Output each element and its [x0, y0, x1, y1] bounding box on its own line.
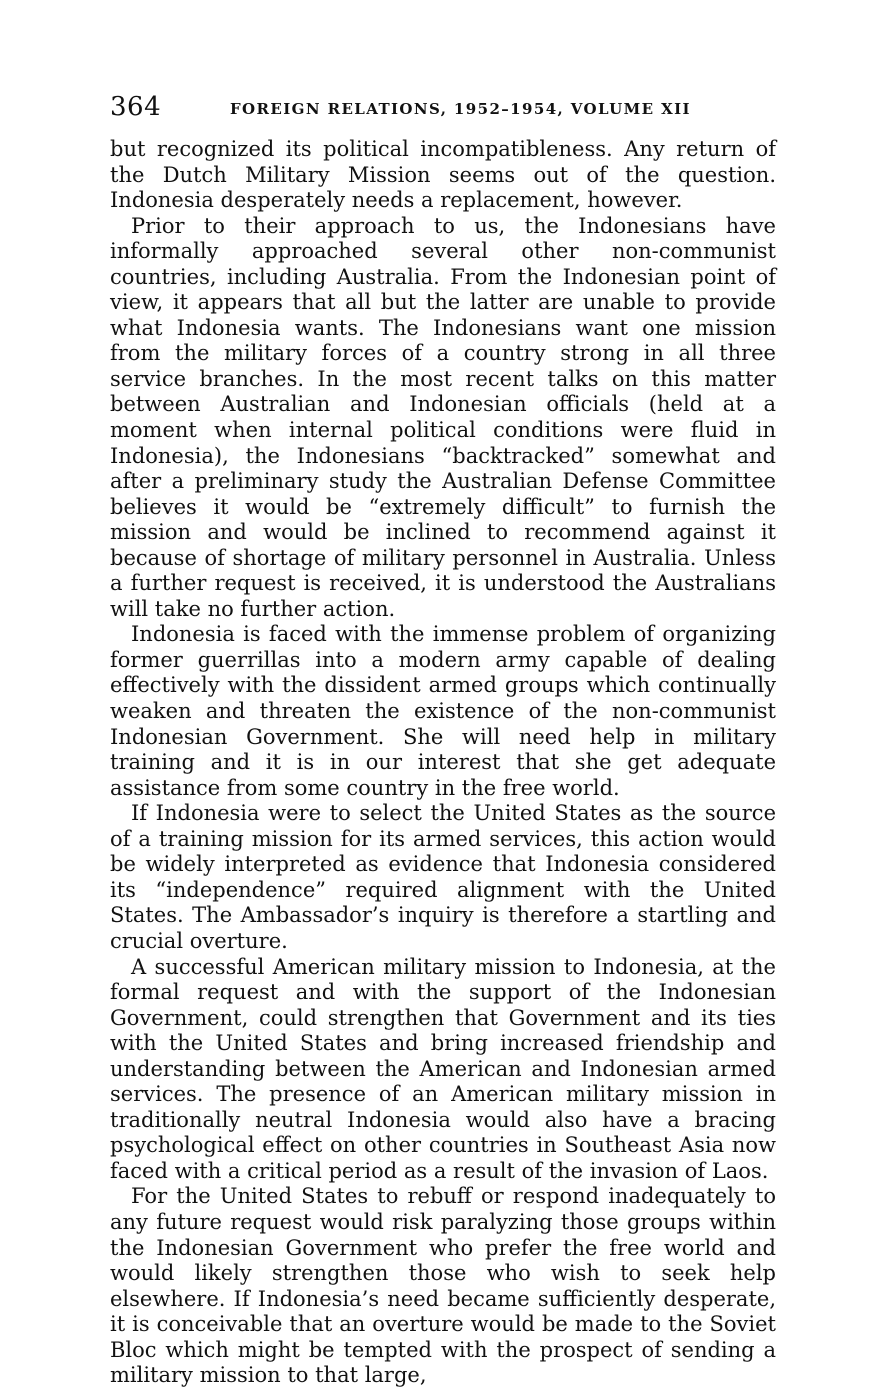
paragraph-continued: but recognized its political incompatibleness. Any return of the Dutch Military Mission seems out of the question. Indonesia desperately needs a replacement, however.: [110, 137, 776, 213]
body-text: [110, 137, 776, 1389]
paragraph: If Indonesia were to select the United States as the source of a training mission for its armed services, this action would be widely interpreted as evidence that Indonesia considered its “independence” required alignment with the United States. The Ambassador’s inquiry is therefore a startling and crucial overture.: [110, 801, 776, 953]
page-header: [110, 92, 776, 124]
running-head: FOREIGN RELATIONS, 1952–1954, VOLUME XII: [230, 100, 691, 118]
paragraph: Prior to their approach to us, the Indonesians have informally approached several other non-communist countries, including Australia. From the Indonesian point of view, it appears that all but the latter are unable to provide what Indonesia wants. The Indonesians want one mission from the military forces of a country strong in all three service branches. In the most recent talks on this matter between Australian and Indonesian officials (held at a moment when internal political conditions were fluid in Indonesia), the Indonesians “backtracked” somewhat and after a preliminary study the Australian Defense Committee believes it would be “extremely difficult” to furnish the mission and would be inclined to recommend against it because of shortage of military personnel in Australia. Unless a further request is received, it is understood the Australians will take no further action.: [110, 213, 776, 621]
paragraph: For the United States to rebuff or respond inadequately to any future request would risk paralyzing those groups within the Indonesian Government who prefer the free world and would likely strengthen those who wish to seek help elsewhere. If Indonesia’s need became sufficiently desperate, it is conceivable that an overture would be made to the Soviet Bloc which might be tempted with the prospect of sending a military mission to that large,: [110, 1184, 776, 1388]
paragraph: Indonesia is faced with the immense problem of organizing former guerrillas into a modern army capable of dealing effectively with the dissident armed groups which continually weaken and threaten the existence of the non-communist Indonesian Government. She will need help in military training and it is in our interest that she get adequate assistance from some country in the free world.: [110, 622, 776, 800]
page-number: 364: [110, 92, 162, 122]
paragraph: A successful American military mission to Indonesia, at the formal request and with the support of the Indonesian Government, could strengthen that Government and its ties with the United States and bring increased friendship and understanding between the American and Indonesian armed services. The presence of an American military mission in traditionally neutral Indonesia would also have a bracing psychological effect on other countries in Southeast Asia now faced with a critical period as a result of the invasion of Laos.: [110, 954, 776, 1183]
